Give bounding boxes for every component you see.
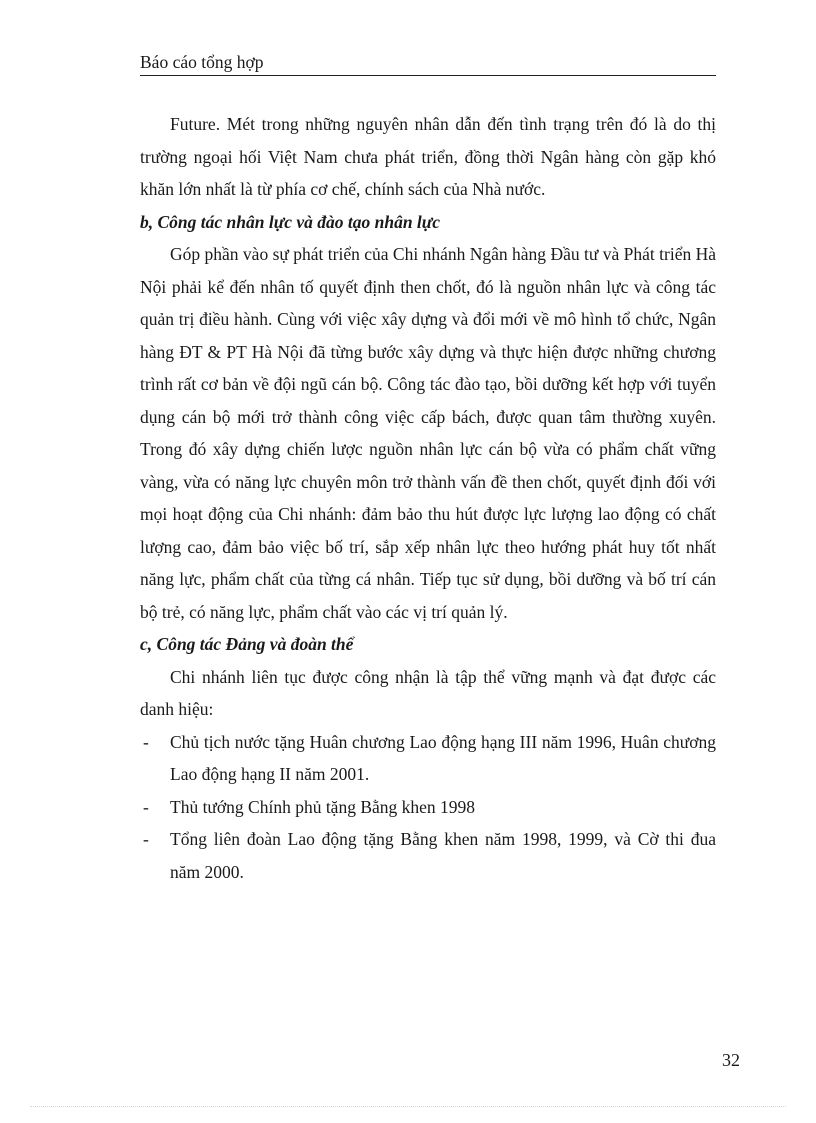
paragraph-human-resources: Góp phần vào sự phát triển của Chi nhánh Ngân hàng Đầu tư và Phát triển Hà Nội phải kể đến nhân tố quyết định then chốt, đó là nguồn nhân lực và công tác quản trị điều hành. Cùng với việc xây dựng và đổi mới về mô hình tổ chức, Ngân hàng ĐT & PT Hà Nội đã từng bước xây dựng và thực hiện được những chương trình rất cơ bản về đội ngũ cán bộ. Công tác đào tạo, bồi dưỡng kết hợp với tuyển dụng cán bộ mới trở thành công việc cấp bách, được quan tâm thường xuyên. Trong đó xây dựng chiến lược nguồn nhân lực cán bộ vừa có phẩm chất vững vàng, vừa có năng lực chuyên môn trở thành vấn đề then chốt, quyết định đối với mọi hoạt động của Chi nhánh: đảm bảo thu hút được lực lượng lao động có chất lượng cao, đảm bảo việc bố trí, sắp xếp nhân lực theo hướng phát huy tốt nhất năng lực, phẩm chất của từng cá nhân. Tiếp tục sử dụng, bồi dưỡng và bố trí cán bộ trẻ, có năng lực, phẩm chất vào các vị trí quản lý. [140,244,716,622]
paragraph-awards-intro: Chi nhánh liên tục được công nhận là tập thể vững mạnh và đạt được các danh hiệu: [140,666,716,719]
list-item [140,791,716,824]
page-number: 32 [722,1050,740,1070]
list-item-text: Thủ tướng Chính phủ tặng Bằng khen 1998 [170,796,476,817]
bullet-dash: - [143,796,149,817]
page-header: Báo cáo tổng hợp [140,52,716,76]
list-item [140,823,716,888]
page-bottom-divider [30,1106,786,1107]
list-item-text: Tổng liên đoàn Lao động tặng Bằng khen năm 1998, 1999, và Cờ thi đua năm 2000. [170,829,716,882]
section-heading-b: b, Công tác nhân lực và đào tạo nhân lực [140,211,441,232]
paragraph-continuation: Future. Mét trong những nguyên nhân dẫn đến tình trạng trên đó là do thị trường ngoại hối Việt Nam chưa phát triển, đồng thời Ngân hàng còn gặp khó khăn lớn nhất là từ phía cơ chế, chính sách của Nhà nước. [140,114,716,199]
bullet-dash: - [143,829,149,849]
list-item-text: Chủ tịch nước tặng Huân chương Lao động hạng III năm 1996, Huân chương Lao động hạng II năm 2001. [170,731,716,784]
list-item [140,726,716,791]
section-heading-c: c, Công tác Đảng và đoàn thể [140,634,354,654]
page-content [140,108,716,888]
bullet-dash: - [143,731,149,752]
awards-list [140,726,716,889]
